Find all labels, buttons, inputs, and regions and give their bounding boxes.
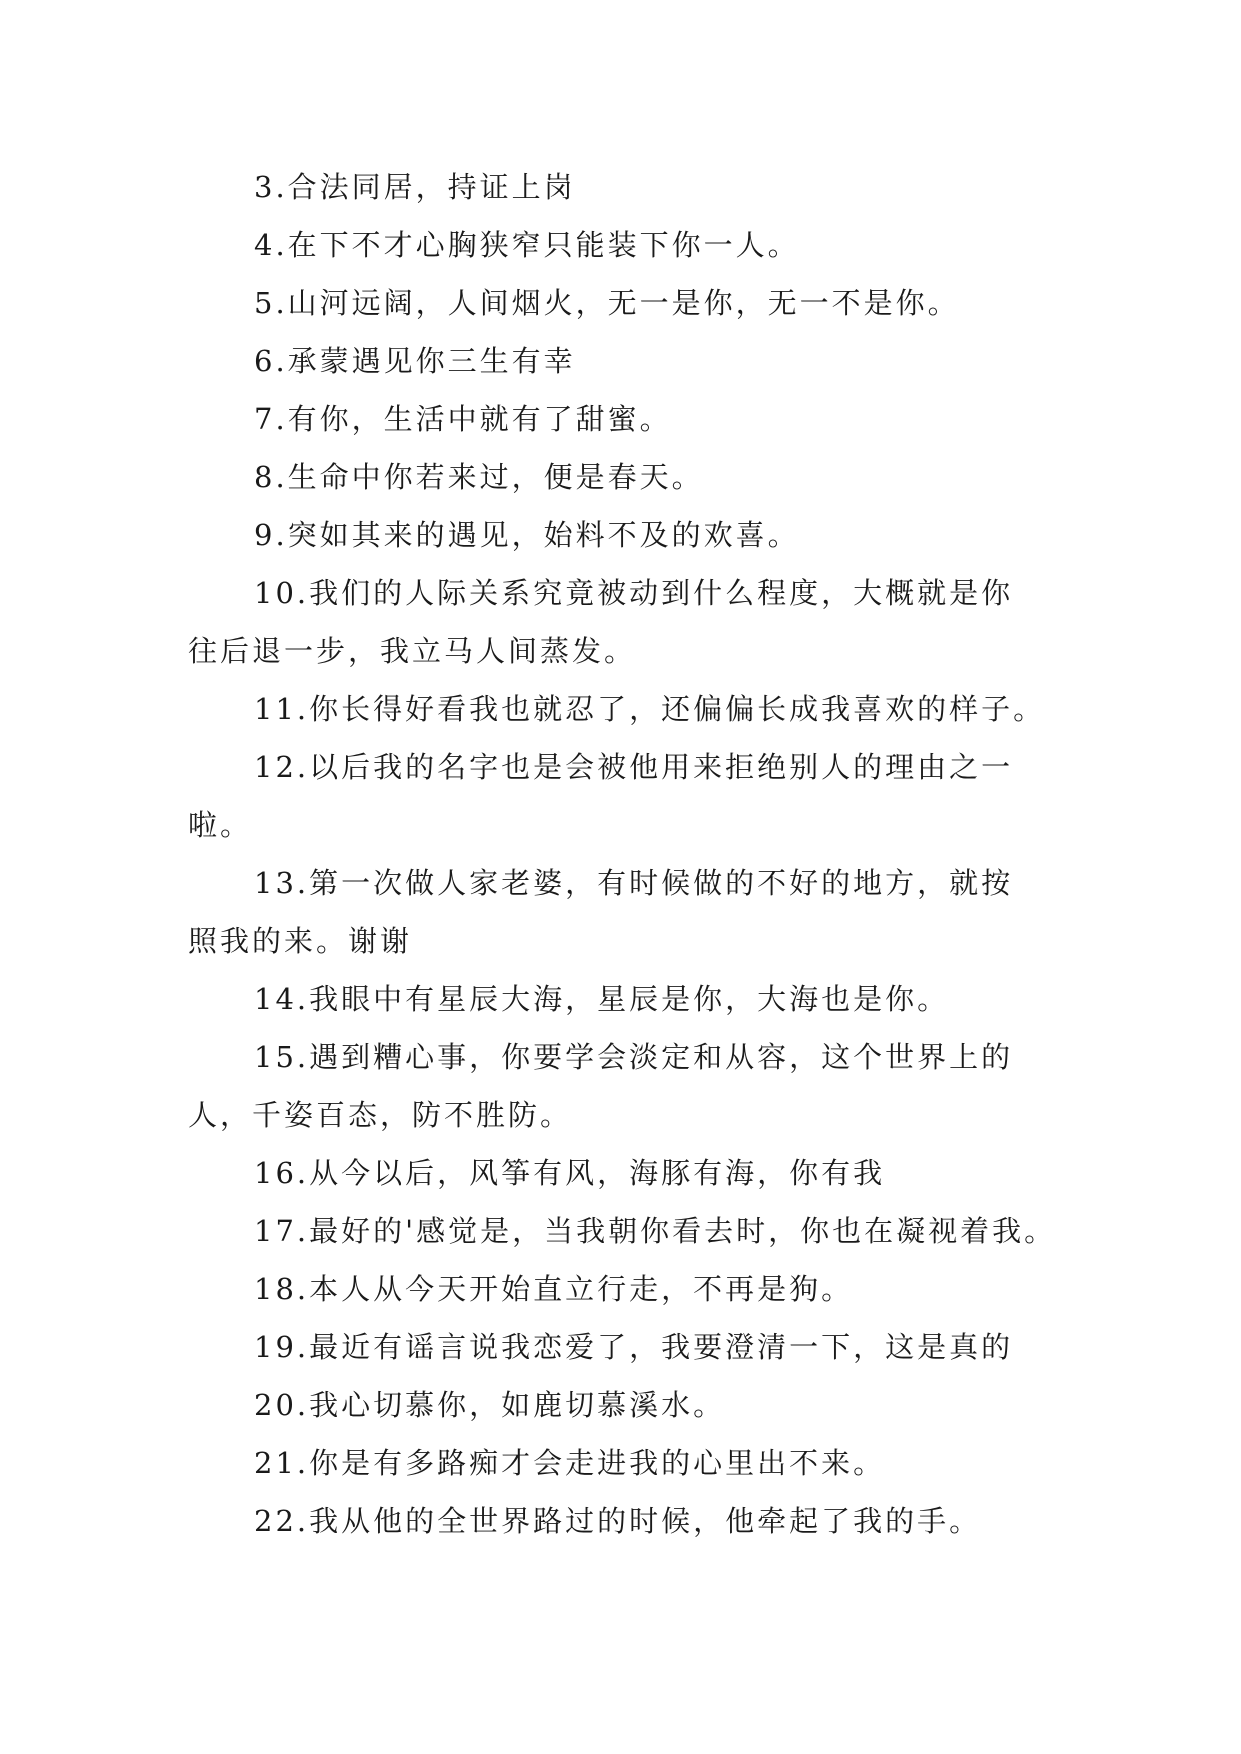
text-line: 14.我眼中有星辰大海，星辰是你，大海也是你。 bbox=[254, 982, 950, 1016]
text-line: 13.第一次做人家老婆，有时候做的不好的地方，就按 bbox=[254, 866, 1014, 900]
text-line: 啦。 bbox=[188, 808, 253, 842]
text-line: 8.生命中你若来过，便是春天。 bbox=[254, 460, 704, 494]
text-line: 21.你是有多路痴才会走进我的心里出不来。 bbox=[254, 1446, 886, 1480]
text-line: 17.最好的'感觉是，当我朝你看去时，你也在凝视着我。 bbox=[254, 1214, 1057, 1248]
text-line: 3.合法同居，持证上岗 bbox=[254, 170, 576, 204]
text-line: 12.以后我的名字也是会被他用来拒绝别人的理由之一 bbox=[254, 750, 1014, 784]
text-line: 7.有你，生活中就有了甜蜜。 bbox=[254, 402, 672, 436]
text-line: 22.我从他的全世界路过的时候，他牵起了我的手。 bbox=[254, 1504, 982, 1538]
text-line: 18.本人从今天开始直立行走，不再是狗。 bbox=[254, 1272, 854, 1306]
text-line: 照我的来。谢谢 bbox=[188, 924, 413, 958]
text-line: 4.在下不才心胸狭窄只能装下你一人。 bbox=[254, 228, 800, 262]
text-line: 20.我心切慕你，如鹿切慕溪水。 bbox=[254, 1388, 726, 1422]
text-line: 9.突如其来的遇见，始料不及的欢喜。 bbox=[254, 518, 800, 552]
text-line: 15.遇到糟心事，你要学会淡定和从容，这个世界上的 bbox=[254, 1040, 1014, 1074]
text-line: 往后退一步，我立马人间蒸发。 bbox=[188, 634, 637, 668]
text-line: 16.从今以后，风筝有风，海豚有海，你有我 bbox=[254, 1156, 886, 1190]
text-line: 人，千姿百态，防不胜防。 bbox=[188, 1098, 573, 1132]
document-body bbox=[188, 158, 1068, 1550]
text-line: 19.最近有谣言说我恋爱了，我要澄清一下，这是真的 bbox=[254, 1330, 1014, 1364]
text-line: 6.承蒙遇见你三生有幸 bbox=[254, 344, 576, 378]
text-line: 10.我们的人际关系究竟被动到什么程度，大概就是你 bbox=[254, 576, 1014, 610]
text-line: 11.你长得好看我也就忍了，还偏偏长成我喜欢的样子。 bbox=[254, 692, 1046, 726]
text-line: 5.山河远阔，人间烟火，无一是你，无一不是你。 bbox=[254, 286, 960, 320]
